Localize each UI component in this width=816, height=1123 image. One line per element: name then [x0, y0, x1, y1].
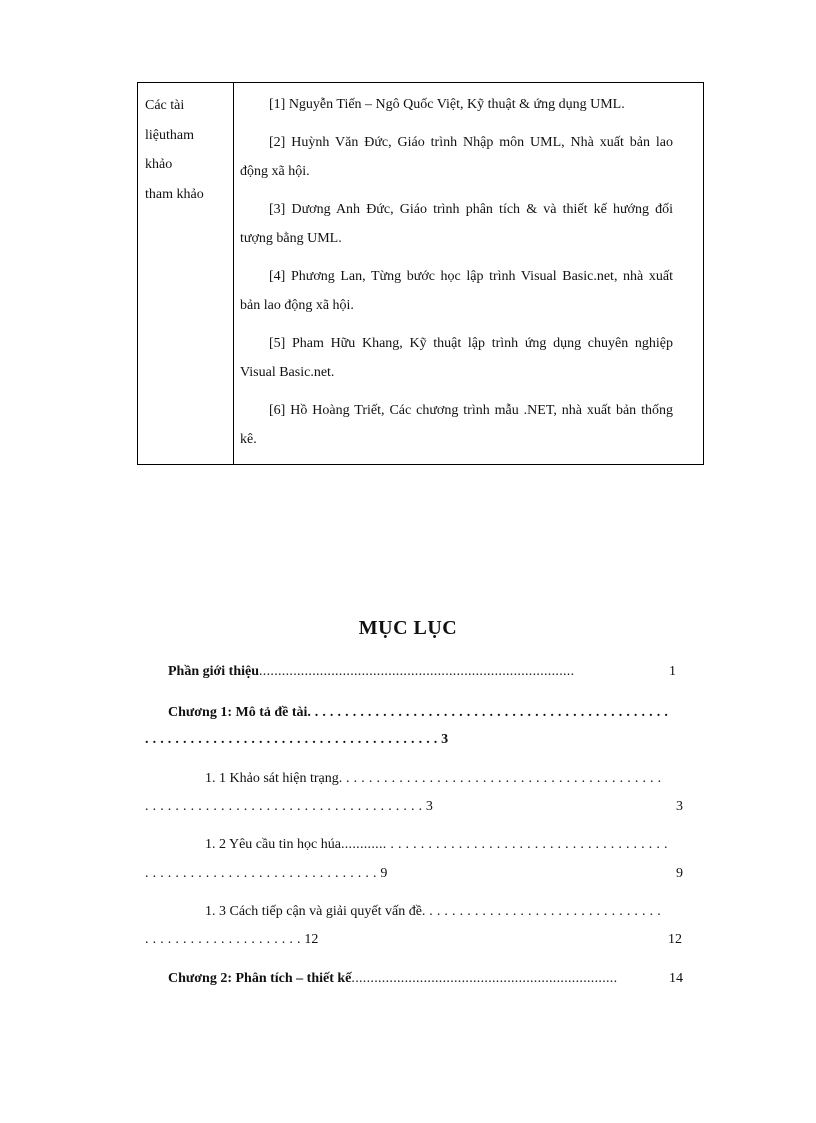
toc-entry-chapter-1-cont [145, 732, 475, 748]
toc-entry-section-1-3[interactable] [205, 904, 700, 920]
toc-entry-text: Phần giới thiệu [168, 664, 259, 679]
toc-entry-section-1-3-cont [145, 932, 345, 948]
toc-entry-section-1-2-cont [145, 866, 405, 882]
toc-leader: ...................................................................... [351, 971, 618, 986]
toc-entry-text: Chương 1: Mô tả đề tài. [168, 705, 311, 720]
toc-page-number: 14 [669, 971, 683, 986]
toc-entry-text: Chương 2: Phân tích – thiết kế [168, 971, 352, 986]
toc-page-number: 3 [425, 799, 433, 814]
toc-page-number: 3 [441, 732, 449, 747]
toc-leader: ............ . . . . . . . . . . . . . . . . . . . . . . . . . . . . . . . . . . . . . [340, 837, 668, 852]
toc-page-number-right: 9 [676, 866, 683, 881]
toc-page-number: 12 [304, 932, 319, 947]
toc-entry-section-1-1[interactable] [205, 771, 695, 787]
toc-page-number-right: 12 [668, 932, 682, 947]
toc-entry-text: 1. 1 Khảo sát hiện trạng. [205, 771, 343, 786]
reference-item: [3] Dương Anh Đức, Giáo trình phân tích & và thiết kế hướng đối tượng bằng UML. [240, 201, 673, 246]
toc-entry-section-1-2[interactable] [205, 837, 697, 853]
toc-entry-text: 1. 3 Cách tiếp cận và giải quyết vấn đề. [205, 904, 426, 919]
reference-item: [6] Hồ Hoàng Triết, Các chương trình mẫu .NET, nhà xuất bản thống kê. [240, 402, 673, 447]
toc-leader: . . . . . . . . . . . . . . . . . . . . . . . . . . . . . . . . . . . . . [145, 799, 423, 814]
toc-leader: . . . . . . . . . . . . . . . . . . . . . [145, 932, 301, 947]
reference-item: [2] Huỳnh Văn Đức, Giáo trình Nhập môn UML, Nhà xuất bản lao động xã hội. [240, 134, 673, 179]
references-label-cell [138, 83, 234, 464]
toc-page-number-right: 3 [676, 799, 683, 814]
toc-leader: . . . . . . . . . . . . . . . . . . . . . . . . . . . . . . . [145, 866, 377, 881]
references-label-line: liệutham [145, 127, 194, 143]
references-label-line: Các tài [145, 98, 185, 113]
toc-leader: ................................................................................... [259, 664, 575, 679]
toc-entry-intro[interactable] [168, 664, 668, 680]
references-list [234, 83, 703, 464]
toc-entry-text: 1. 2 Yêu cầu tin học húa [205, 837, 341, 852]
toc-leader: . . . . . . . . . . . . . . . . . . . . . . . . . . . . . . . [425, 904, 662, 919]
reference-item: [5] Pham Hữu Khang, Kỹ thuật lập trình ứng dụng chuyên nghiệp Visual Basic.net. [240, 335, 673, 380]
reference-item: [4] Phương Lan, Từng bước học lập trình Visual Basic.net, nhà xuất bản lao động xã hội. [240, 268, 673, 313]
references-label-line: tham khảo [145, 186, 204, 202]
toc-leader: . . . . . . . . . . . . . . . . . . . . . . . . . . . . . . . . . . . . . . . [145, 732, 438, 747]
toc-title: MỤC LỤC [358, 617, 458, 639]
references-table [137, 82, 704, 465]
toc-entry-chapter-1[interactable] [168, 705, 694, 721]
toc-page-number: 1 [669, 664, 676, 679]
toc-entry-section-1-1-cont [145, 799, 445, 815]
references-label-line: khảo [145, 157, 173, 172]
toc-leader: . . . . . . . . . . . . . . . . . . . . . . . . . . . . . . . . . . . . . . . . . . [342, 771, 662, 786]
toc-leader: . . . . . . . . . . . . . . . . . . . . . . . . . . . . . . . . . . . . . . . . . . . . . . . [310, 705, 669, 720]
toc-page-number: 9 [380, 866, 388, 881]
toc-entry-chapter-2[interactable] [168, 971, 658, 987]
reference-item: [1] Nguyễn Tiến – Ngô Quốc Việt, Kỹ thuật & ứng dụng UML. [269, 97, 625, 112]
